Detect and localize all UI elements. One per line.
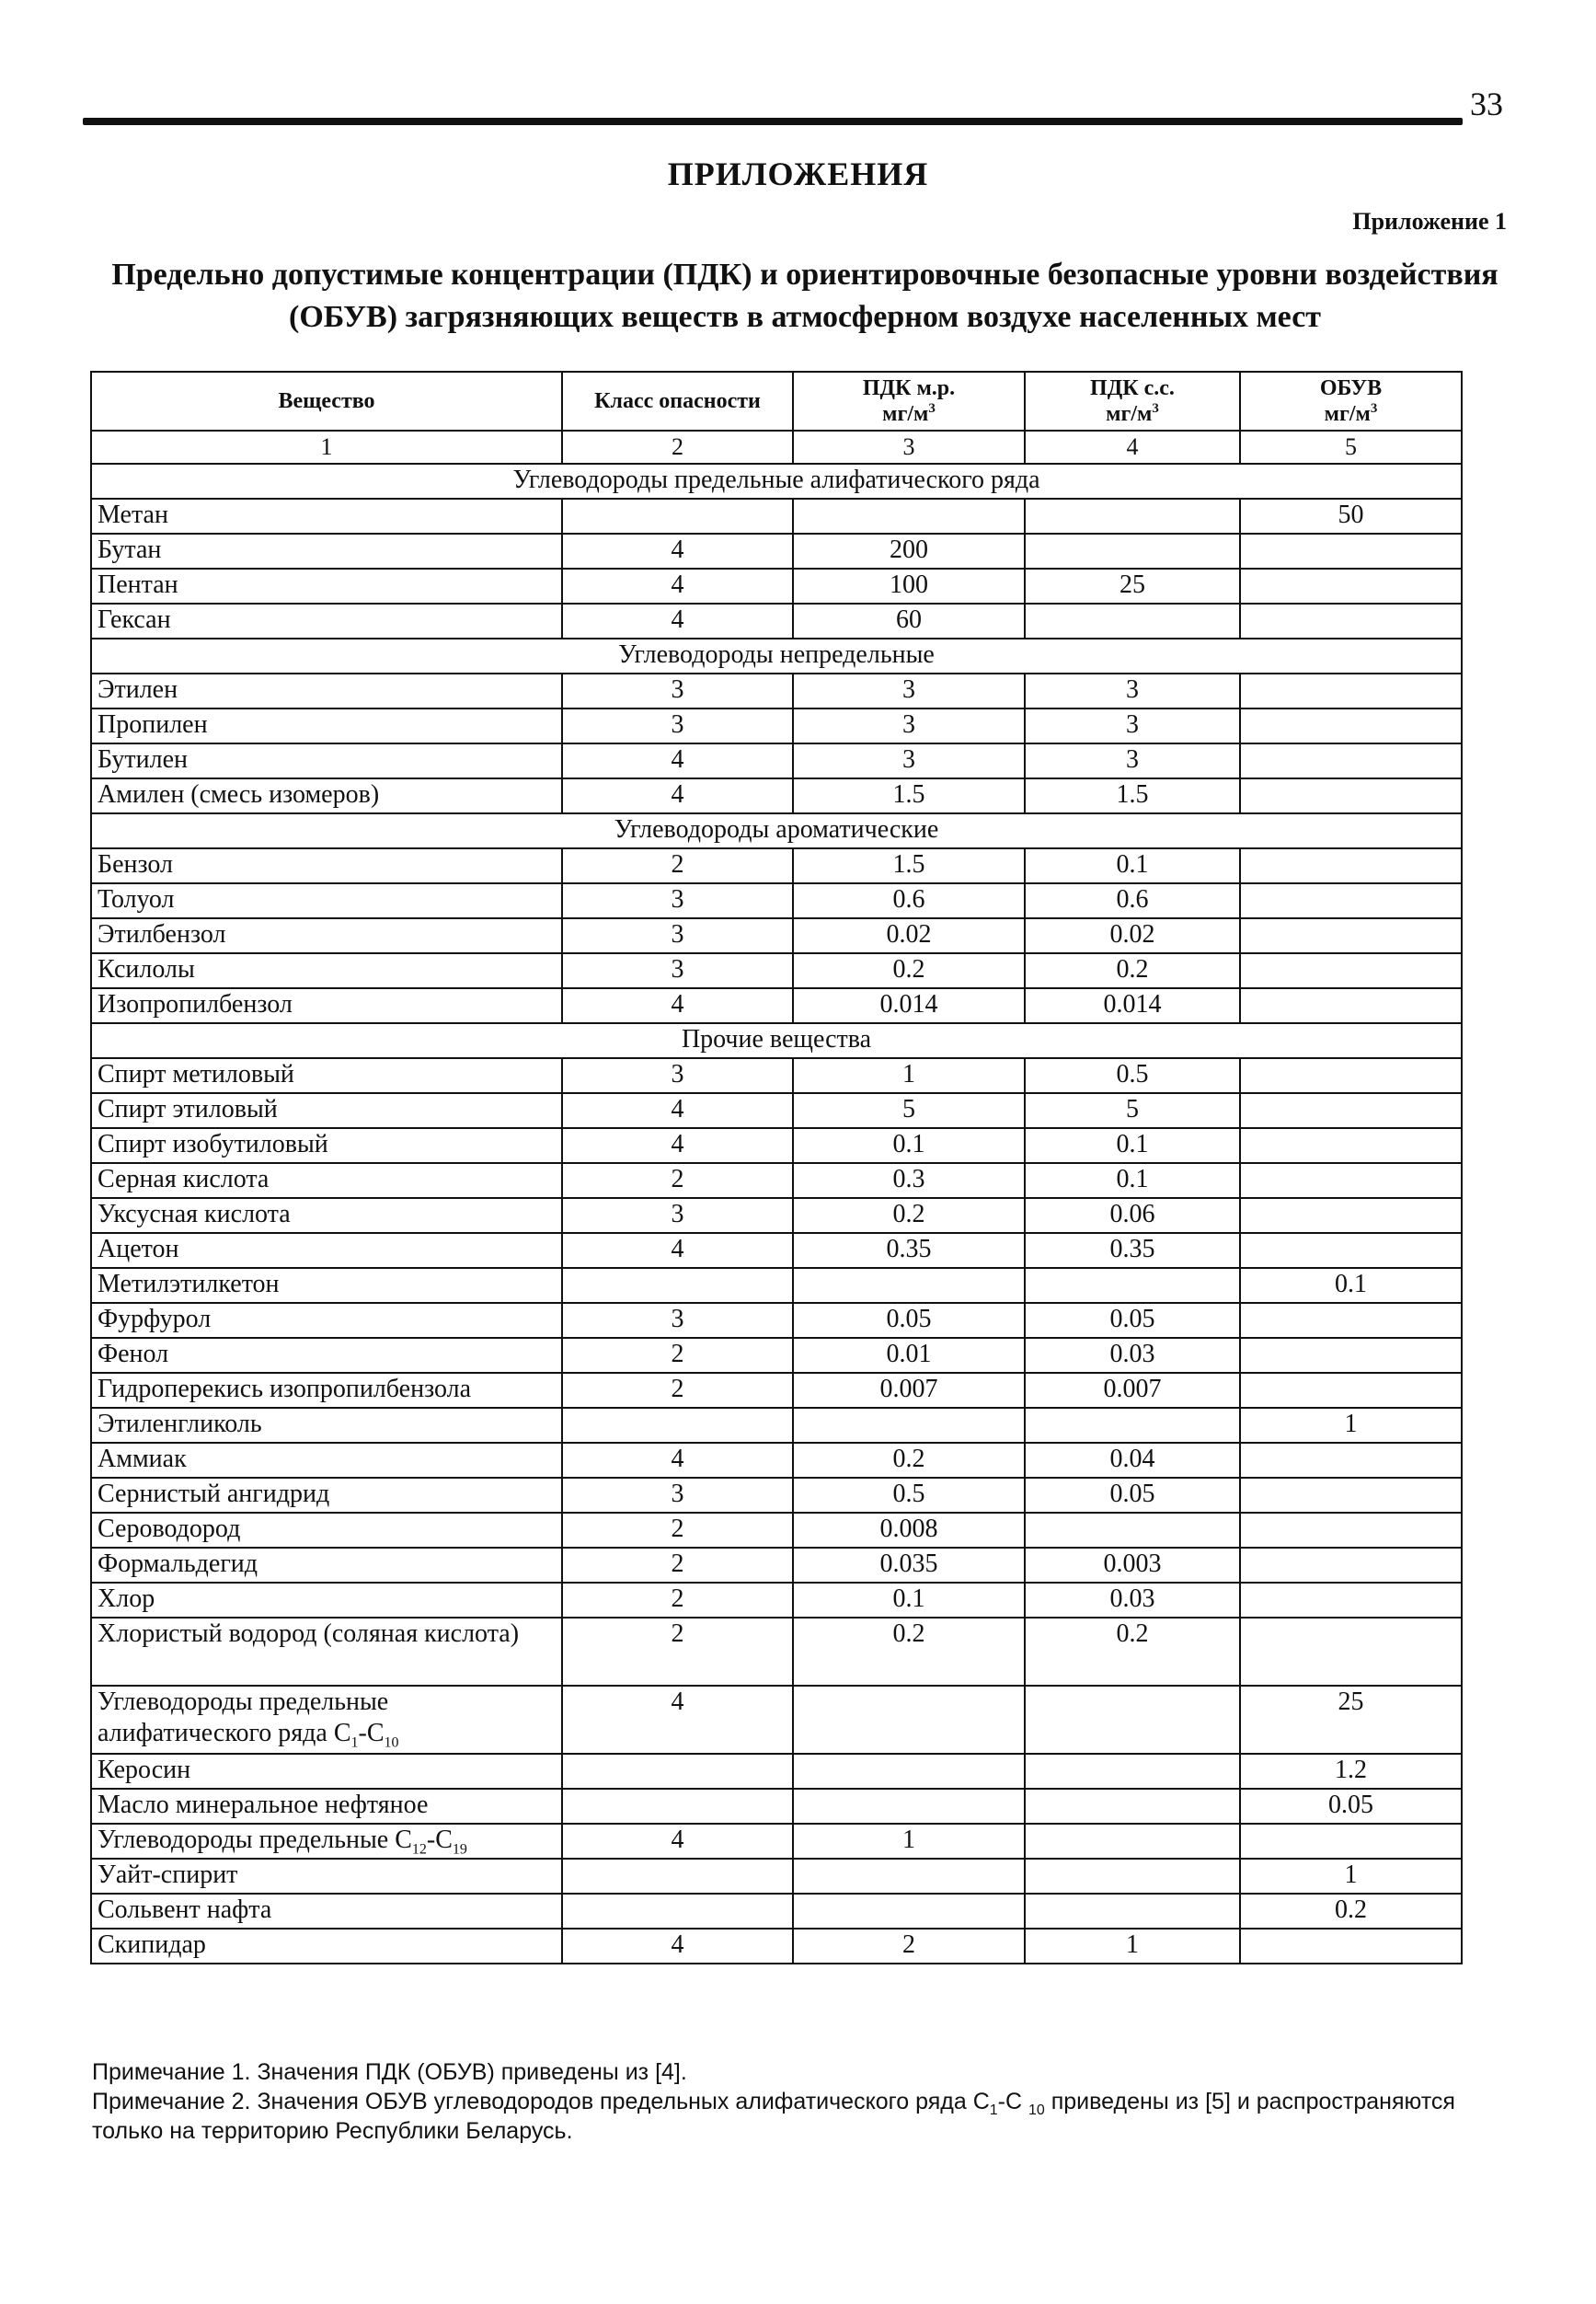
hazard-class-cell: 3 [562, 883, 793, 918]
pdk-ss-cell [1025, 1824, 1240, 1859]
obuv-cell [1240, 1824, 1462, 1859]
table-row [91, 1233, 1462, 1268]
substance-cell [91, 1824, 562, 1859]
hazard-class-cell: 4 [562, 1686, 793, 1754]
table-row [91, 1478, 1462, 1513]
obuv-cell [1240, 1058, 1462, 1093]
subscript: 1 [350, 1734, 359, 1751]
appendix-heading: ПРИЛОЖЕНИЯ [667, 156, 929, 192]
hazard-class-cell [562, 1268, 793, 1303]
substance-cell: Ксилолы [91, 953, 562, 988]
hazard-class-cell [562, 499, 793, 534]
hazard-class-cell: 4 [562, 778, 793, 813]
obuv-cell [1240, 1929, 1462, 1964]
section-title: Углеводороды непредельные [91, 639, 1462, 674]
substance-cell: Гексан [91, 604, 562, 639]
pdk-ss-cell: 5 [1025, 1093, 1240, 1128]
pdk-ss-cell: 0.2 [1025, 953, 1240, 988]
pdk-mr-cell: 0.1 [793, 1128, 1025, 1163]
pdk-ss-cell: 0.05 [1025, 1303, 1240, 1338]
table-row [91, 778, 1462, 813]
pdk-mr-cell [793, 1686, 1025, 1754]
hazard-class-cell: 2 [562, 1163, 793, 1198]
pdk-ss-cell [1025, 1408, 1240, 1443]
table-row [91, 708, 1462, 743]
substance-cell [91, 1686, 562, 1754]
table-row [91, 883, 1462, 918]
subscript: 1 [989, 2102, 998, 2118]
section-title: Углеводороды ароматические [91, 813, 1462, 848]
table-row [91, 1093, 1462, 1128]
pdk-mr-cell: 0.007 [793, 1373, 1025, 1408]
substance-cell: Изопропилбензол [91, 988, 562, 1023]
pdk-ss-cell: 0.35 [1025, 1233, 1240, 1268]
table-row [91, 604, 1462, 639]
pdk-ss-cell [1025, 499, 1240, 534]
table-row [91, 1268, 1462, 1303]
hazard-class-cell [562, 1789, 793, 1824]
substance-cell: Ацетон [91, 1233, 562, 1268]
table-header-row [91, 372, 1462, 431]
hazard-class-cell [562, 1859, 793, 1894]
obuv-cell [1240, 708, 1462, 743]
pdk-ss-cell [1025, 1686, 1240, 1754]
hazard-class-cell: 3 [562, 1058, 793, 1093]
pdk-ss-cell [1025, 604, 1240, 639]
hazard-class-cell: 4 [562, 1824, 793, 1859]
substance-cell: Гидроперекись изопропилбензола [91, 1373, 562, 1408]
table-row [91, 1443, 1462, 1478]
pdk-mr-cell [793, 1894, 1025, 1929]
substance-cell: Сольвент нафта [91, 1894, 562, 1929]
pdk-ss-cell [1025, 1789, 1240, 1824]
hazard-class-cell: 4 [562, 604, 793, 639]
table-row [91, 1128, 1462, 1163]
hazard-class-cell: 4 [562, 743, 793, 778]
substance-cell: Амилен (смесь изомеров) [91, 778, 562, 813]
obuv-cell [1240, 778, 1462, 813]
table-row [91, 534, 1462, 569]
table-row [91, 1929, 1462, 1964]
hazard-class-cell: 2 [562, 1373, 793, 1408]
obuv-cell [1240, 1128, 1462, 1163]
hazard-class-cell: 4 [562, 1093, 793, 1128]
substance-cell: Этилен [91, 674, 562, 708]
obuv-cell [1240, 918, 1462, 953]
hazard-class-cell: 3 [562, 708, 793, 743]
note-2 [92, 2087, 1509, 2146]
table-row [91, 1548, 1462, 1583]
column-number: 5 [1240, 431, 1462, 464]
note-2-text-end: приведены из [5] и распространяются только на территорию Республики Беларусь. [92, 2089, 1455, 2144]
substance-cell: Хлор [91, 1583, 562, 1618]
obuv-cell [1240, 1443, 1462, 1478]
pdk-ss-cell [1025, 1754, 1240, 1789]
pdk-mr-cell: 0.5 [793, 1478, 1025, 1513]
pdk-mr-cell [793, 1789, 1025, 1824]
hazard-class-cell: 3 [562, 1478, 793, 1513]
table-row [91, 1408, 1462, 1443]
header-pdk-ss-name: ПДК с.с. [1090, 376, 1175, 400]
pdk-ss-cell: 3 [1025, 708, 1240, 743]
obuv-cell [1240, 1303, 1462, 1338]
section-row [91, 1023, 1462, 1058]
table-row [91, 499, 1462, 534]
pdk-mr-cell: 0.2 [793, 1198, 1025, 1233]
table-row [91, 1618, 1462, 1686]
pdk-ss-cell: 25 [1025, 569, 1240, 604]
column-number: 3 [793, 431, 1025, 464]
table-row [91, 988, 1462, 1023]
substance-cell: Керосин [91, 1754, 562, 1789]
hazard-class-cell [562, 1408, 793, 1443]
hazard-class-cell [562, 1894, 793, 1929]
section-title: Углеводороды предельные алифатического ряда [91, 464, 1462, 499]
pdk-mr-cell: 0.01 [793, 1338, 1025, 1373]
substance-cell: Толуол [91, 883, 562, 918]
obuv-cell [1240, 569, 1462, 604]
header-hazard-class: Класс опасности [562, 372, 793, 431]
header-pdk-ss [1025, 372, 1240, 431]
obuv-cell [1240, 604, 1462, 639]
table-row [91, 1789, 1462, 1824]
column-number: 4 [1025, 431, 1240, 464]
substance-cell: Метан [91, 499, 562, 534]
pdk-mr-cell: 0.2 [793, 953, 1025, 988]
pdk-mr-cell: 1.5 [793, 848, 1025, 883]
pdk-mr-cell: 2 [793, 1929, 1025, 1964]
obuv-cell: 1 [1240, 1408, 1462, 1443]
table-row [91, 569, 1462, 604]
substance-cell: Бутан [91, 534, 562, 569]
section-row [91, 639, 1462, 674]
pdk-mr-cell: 60 [793, 604, 1025, 639]
obuv-cell [1240, 848, 1462, 883]
hazard-class-cell: 3 [562, 918, 793, 953]
substance-cell: Аммиак [91, 1443, 562, 1478]
table-row [91, 1163, 1462, 1198]
header-pdk-mr-unit: мг/м [882, 402, 929, 426]
substance-cell: Масло минеральное нефтяное [91, 1789, 562, 1824]
substance-cell: Этиленгликоль [91, 1408, 562, 1443]
substance-cell: Сернистый ангидрид [91, 1478, 562, 1513]
obuv-cell [1240, 1093, 1462, 1128]
pdk-mr-cell: 0.3 [793, 1163, 1025, 1198]
hazard-class-cell: 2 [562, 1338, 793, 1373]
header-substance: Вещество [91, 372, 562, 431]
page-number: 33 [1470, 86, 1503, 122]
pdk-mr-cell: 100 [793, 569, 1025, 604]
header-obuv-unit: мг/м [1324, 402, 1371, 426]
substance-name: Углеводороды предельные С [98, 1826, 412, 1854]
obuv-cell [1240, 1513, 1462, 1548]
pdk-ss-cell: 0.1 [1025, 1163, 1240, 1198]
obuv-cell [1240, 674, 1462, 708]
note-1: Примечание 1. Значения ПДК (ОБУВ) приведены из [4]. [92, 2059, 687, 2085]
pdk-ss-cell: 0.6 [1025, 883, 1240, 918]
obuv-cell [1240, 1163, 1462, 1198]
obuv-cell [1240, 1548, 1462, 1583]
table-row [91, 1058, 1462, 1093]
hazard-class-cell: 4 [562, 1233, 793, 1268]
header-pdk-ss-unit: мг/м [1106, 402, 1153, 426]
pdk-ss-cell: 0.5 [1025, 1058, 1240, 1093]
substance-cell: Этилбензол [91, 918, 562, 953]
pdk-mr-cell: 0.014 [793, 988, 1025, 1023]
pdk-mr-cell: 200 [793, 534, 1025, 569]
pdk-mr-cell [793, 499, 1025, 534]
section-row [91, 464, 1462, 499]
table-row [91, 1824, 1462, 1859]
table-row [91, 1686, 1462, 1754]
pdk-ss-cell: 0.03 [1025, 1338, 1240, 1373]
pdk-ss-cell: 1 [1025, 1929, 1240, 1964]
pdk-ss-cell: 3 [1025, 743, 1240, 778]
substance-cell: Спирт изобутиловый [91, 1128, 562, 1163]
pdk-ss-cell: 0.03 [1025, 1583, 1240, 1618]
table-row [91, 953, 1462, 988]
obuv-cell: 25 [1240, 1686, 1462, 1754]
table-row [91, 918, 1462, 953]
section-row [91, 813, 1462, 848]
substance-cell: Спирт этиловый [91, 1093, 562, 1128]
pdk-mr-cell: 1 [793, 1824, 1025, 1859]
substance-cell: Спирт метиловый [91, 1058, 562, 1093]
table-row [91, 1303, 1462, 1338]
pdk-mr-cell: 3 [793, 708, 1025, 743]
note-2-text: Примечание 2. Значения ОБУВ углеводородов предельных алифатического ряда С [92, 2089, 990, 2114]
substance-cell: Формальдегид [91, 1548, 562, 1583]
subscript-dash: -С [358, 1719, 385, 1747]
substance-cell: Бутилен [91, 743, 562, 778]
table-row [91, 743, 1462, 778]
obuv-cell [1240, 1583, 1462, 1618]
pdk-ss-cell [1025, 1859, 1240, 1894]
header-obuv-name: ОБУВ [1319, 376, 1383, 400]
pdk-mr-cell: 1 [793, 1058, 1025, 1093]
hazard-class-cell: 4 [562, 1443, 793, 1478]
obuv-cell [1240, 883, 1462, 918]
table-row [91, 1373, 1462, 1408]
pdk-mr-cell: 0.6 [793, 883, 1025, 918]
pdk-mr-cell [793, 1754, 1025, 1789]
pdk-ss-cell [1025, 1268, 1240, 1303]
hazard-class-cell: 3 [562, 674, 793, 708]
obuv-cell [1240, 953, 1462, 988]
pdk-ss-cell: 0.04 [1025, 1443, 1240, 1478]
hazard-class-cell: 4 [562, 1929, 793, 1964]
hazard-class-cell: 4 [562, 988, 793, 1023]
pdk-mr-cell: 0.1 [793, 1583, 1025, 1618]
pdk-mr-cell [793, 1859, 1025, 1894]
pdk-mr-cell: 0.2 [793, 1618, 1025, 1686]
hazard-class-cell: 4 [562, 534, 793, 569]
subscript: 12 [411, 1841, 427, 1858]
obuv-cell: 1.2 [1240, 1754, 1462, 1789]
table-row [91, 1583, 1462, 1618]
obuv-cell: 0.2 [1240, 1894, 1462, 1929]
obuv-cell [1240, 1618, 1462, 1686]
subscript-dash: -С [426, 1826, 453, 1854]
obuv-cell [1240, 1478, 1462, 1513]
pdk-ss-cell: 0.1 [1025, 1128, 1240, 1163]
subscript: 10 [1028, 2102, 1045, 2118]
table-row [91, 674, 1462, 708]
pdk-mr-cell: 1.5 [793, 778, 1025, 813]
document-title: Предельно допустимые концентрации (ПДК) и ориентировочные безопасные уровни воздействия (ОБУВ) загрязняющих веществ в атмосферном воздухе населенных мест [111, 258, 1498, 334]
pdk-ss-cell: 0.2 [1025, 1618, 1240, 1686]
notes [92, 2057, 1509, 2146]
pdk-ss-cell: 1.5 [1025, 778, 1240, 813]
column-number: 1 [91, 431, 562, 464]
hazard-class-cell [562, 1754, 793, 1789]
obuv-cell [1240, 1373, 1462, 1408]
pdk-ss-cell: 0.003 [1025, 1548, 1240, 1583]
header-pdk-mr-name: ПДК м.р. [862, 376, 956, 400]
pdk-mr-cell: 0.35 [793, 1233, 1025, 1268]
header-rule [83, 118, 1463, 125]
obuv-cell [1240, 743, 1462, 778]
obuv-cell: 0.05 [1240, 1789, 1462, 1824]
hazard-class-cell: 4 [562, 569, 793, 604]
hazard-class-cell: 4 [562, 1128, 793, 1163]
table-row [91, 1754, 1462, 1789]
substance-cell: Фенол [91, 1338, 562, 1373]
substance-cell: Бензол [91, 848, 562, 883]
pdk-ss-cell: 0.014 [1025, 988, 1240, 1023]
obuv-cell: 50 [1240, 499, 1462, 534]
substance-cell: Пропилен [91, 708, 562, 743]
pdk-ss-cell: 0.05 [1025, 1478, 1240, 1513]
hazard-class-cell: 3 [562, 953, 793, 988]
substance-name: Углеводороды предельные алифатического ряда С [98, 1688, 389, 1747]
obuv-cell [1240, 1198, 1462, 1233]
appendix-label: Приложение 1 [1352, 208, 1507, 235]
pdk-ss-cell: 0.02 [1025, 918, 1240, 953]
note-2-dash: -С [997, 2089, 1028, 2114]
table-row [91, 1859, 1462, 1894]
pdk-mr-cell: 0.05 [793, 1303, 1025, 1338]
substance-cell: Пентан [91, 569, 562, 604]
substance-cell: Серная кислота [91, 1163, 562, 1198]
unit-power: 3 [1370, 401, 1378, 416]
hazard-class-cell: 2 [562, 848, 793, 883]
column-number-row [91, 431, 1462, 464]
table-row [91, 1894, 1462, 1929]
unit-power: 3 [1152, 401, 1159, 416]
hazard-class-cell: 2 [562, 1618, 793, 1686]
obuv-cell [1240, 1338, 1462, 1373]
substance-cell: Метилэтилкетон [91, 1268, 562, 1303]
table-row [91, 1198, 1462, 1233]
header-obuv [1240, 372, 1462, 431]
table-row [91, 848, 1462, 883]
substance-cell: Хлористый водород (соляная кислота) [91, 1618, 562, 1686]
column-number: 2 [562, 431, 793, 464]
pdk-ss-cell: 0.007 [1025, 1373, 1240, 1408]
obuv-cell: 1 [1240, 1859, 1462, 1894]
table-row [91, 1513, 1462, 1548]
header-pdk-mr [793, 372, 1025, 431]
substance-cell: Скипидар [91, 1929, 562, 1964]
pdk-ss-cell [1025, 1513, 1240, 1548]
pdk-ss-cell [1025, 1894, 1240, 1929]
substance-cell: Фурфурол [91, 1303, 562, 1338]
obuv-cell [1240, 988, 1462, 1023]
substance-cell: Уайт-спирит [91, 1859, 562, 1894]
hazard-class-cell: 2 [562, 1513, 793, 1548]
pdk-ss-cell: 3 [1025, 674, 1240, 708]
pdk-mr-cell: 0.02 [793, 918, 1025, 953]
pdk-mr-cell: 0.008 [793, 1513, 1025, 1548]
pdk-mr-cell: 0.035 [793, 1548, 1025, 1583]
hazard-class-cell: 3 [562, 1303, 793, 1338]
pdk-ss-cell: 0.06 [1025, 1198, 1240, 1233]
hazard-class-cell: 2 [562, 1583, 793, 1618]
subscript: 19 [452, 1841, 467, 1858]
subscript: 10 [384, 1734, 399, 1751]
pdk-mr-cell [793, 1408, 1025, 1443]
section-title: Прочие вещества [91, 1023, 1462, 1058]
substance-cell: Уксусная кислота [91, 1198, 562, 1233]
substance-cell: Сероводород [91, 1513, 562, 1548]
unit-power: 3 [928, 401, 936, 416]
pdk-ss-cell: 0.1 [1025, 848, 1240, 883]
hazard-class-cell: 2 [562, 1548, 793, 1583]
pdk-mr-cell: 0.2 [793, 1443, 1025, 1478]
pdk-mr-cell [793, 1268, 1025, 1303]
pdk-ss-cell [1025, 534, 1240, 569]
obuv-cell [1240, 1233, 1462, 1268]
obuv-cell: 0.1 [1240, 1268, 1462, 1303]
hazard-class-cell: 3 [562, 1198, 793, 1233]
pdk-mr-cell: 3 [793, 674, 1025, 708]
table-row [91, 1338, 1462, 1373]
obuv-cell [1240, 534, 1462, 569]
pdk-mr-cell: 3 [793, 743, 1025, 778]
pdk-mr-cell: 5 [793, 1093, 1025, 1128]
concentration-table [90, 371, 1463, 1964]
